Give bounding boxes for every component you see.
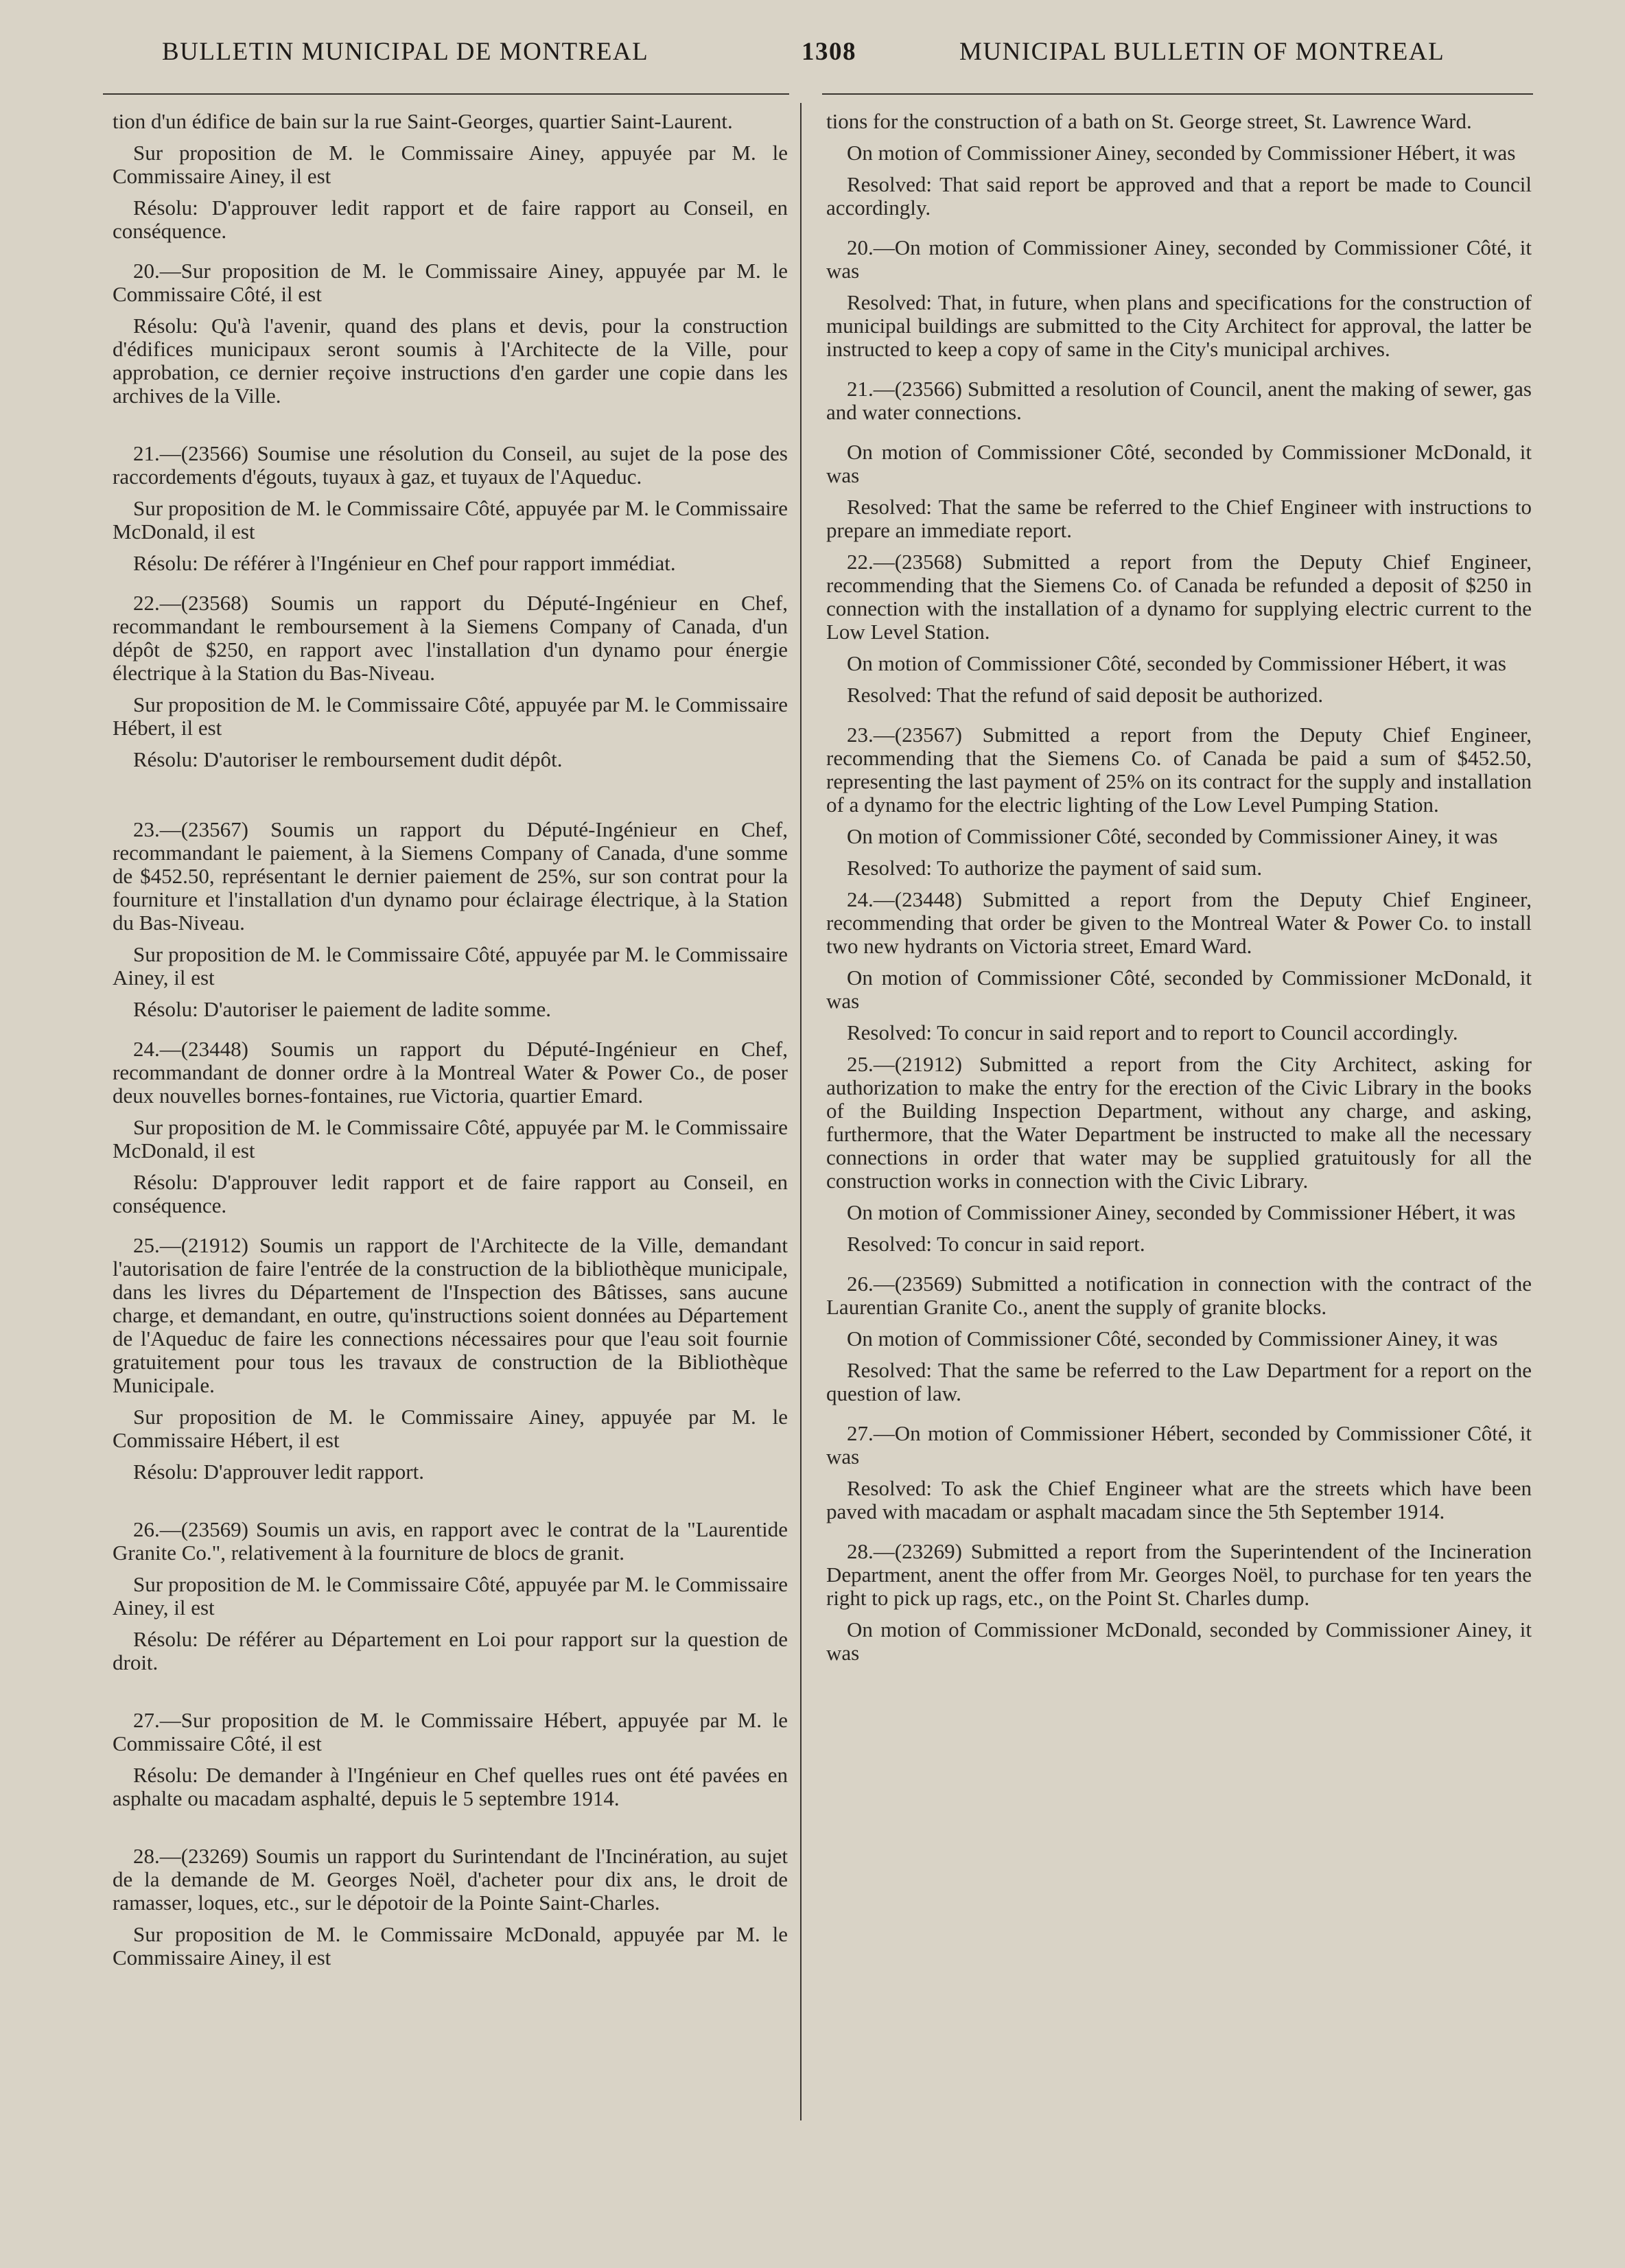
paragraph: On motion of Commissioner Côté, seconded by Commissioner McDonald, it was xyxy=(826,966,1532,1013)
item-21: 21.—(23566) Submitted a resolution of Council, anent the making of sewer, gas and water connections. xyxy=(826,377,1532,424)
paragraph: Résolu: D'approuver ledit rapport. xyxy=(133,1460,424,1484)
paragraph: Resolved: That said report be approved and that a report be made to Council accordingly. xyxy=(826,172,1532,220)
item-22: 22.—(23568) Soumis un rapport du Député-Ingénieur en Chef, recommandant le remboursement à la Siemens Company of Canada, d'un dépôt de $250, en rapport avec l'installation d'un dynamo pour énergie électrique à la Station du Bas-Niveau. xyxy=(113,591,788,685)
paragraph: Resolved: That the refund of said deposit be authorized. xyxy=(847,683,1324,707)
item-26: 26.—(23569) Soumis un avis, en rapport avec le contrat de la "Laurentide Granite Co.", relativement à la fourniture de blocs de granit. xyxy=(113,1517,788,1565)
item-24: 24.—(23448) Soumis un rapport du Député-Ingénieur en Chef, recommandant de donner ordre à la Montreal Water & Power Co., de poser deux nouvelles bornes-fontaines, rue Victoria, quartier Emard. xyxy=(113,1037,788,1108)
paragraph: Sur proposition de M. le Commissaire Ainey, appuyée par M. le Commissaire Hébert, il est xyxy=(113,1405,788,1452)
paragraph: Résolu: D'approuver ledit rapport et de faire rapport au Conseil, en conséquence. xyxy=(113,1170,788,1217)
paragraph: On motion of Commissioner Côté, seconded by Commissioner Ainey, it was xyxy=(847,1326,1498,1351)
english-column xyxy=(826,110,1532,1665)
paragraph: On motion of Commissioner Côté, seconded by Commissioner Hébert, it was xyxy=(847,651,1506,675)
paragraph: Résolu: Qu'à l'avenir, quand des plans et devis, pour la construction d'édifices municipaux seront soumis à l'Architecte de la Ville, pour approbation, ce dernier reçoive instructions d'en garder une copie dans les archives de la Ville. xyxy=(113,314,788,408)
page-header xyxy=(0,27,1625,75)
french-column xyxy=(113,110,788,1969)
paragraph: Sur proposition de M. le Commissaire Ainey, appuyée par M. le Commissaire Ainey, il est xyxy=(113,141,788,188)
paragraph: Résolu: De référer à l'Ingénieur en Chef pour rapport immédiat. xyxy=(133,551,676,575)
paragraph: Resolved: That the same be referred to the Law Department for a report on the question of law. xyxy=(826,1358,1532,1405)
item-20: 20.—On motion of Commissioner Ainey, seconded by Commissioner Côté, it was xyxy=(826,235,1532,283)
item-28: 28.—(23269) Submitted a report from the Superintendent of the Incineration Department, anent the offer from Mr. Georges Noël, to purchase for ten years the right to pick up rags, etc., on the Point St. Charles dump. xyxy=(826,1539,1532,1610)
paragraph: On motion of Commissioner Ainey, seconded by Commissioner Hébert, it was xyxy=(847,141,1516,165)
item-27: 27.—On motion of Commissioner Hébert, seconded by Commissioner Côté, it was xyxy=(826,1421,1532,1469)
column-divider xyxy=(800,103,802,2120)
paragraph: tions for the construction of a bath on St. George street, St. Lawrence Ward. xyxy=(826,109,1472,133)
paragraph: Sur proposition de M. le Commissaire Côté, appuyée par M. le Commissaire McDonald, il est xyxy=(113,1115,788,1162)
item-26: 26.—(23569) Submitted a notification in connection with the contract of the Laurentian Granite Co., anent the supply of granite blocks. xyxy=(826,1272,1532,1319)
item-22: 22.—(23568) Submitted a report from the Deputy Chief Engineer, recommending that the Siemens Co. of Canada be refunded a deposit of $250 in connection with the installation of a dynamo for supplying electric current to the Low Level Station. xyxy=(826,550,1532,644)
paragraph: Sur proposition de M. le Commissaire Côté, appuyée par M. le Commissaire McDonald, il est xyxy=(113,496,788,543)
item-24: 24.—(23448) Submitted a report from the Deputy Chief Engineer, recommending that order be given to the Montreal Water & Power Co. to install two new hydrants on Victoria street, Emard Ward. xyxy=(826,887,1532,958)
item-21: 21.—(23566) Soumise une résolution du Conseil, au sujet de la pose des raccordements d'égouts, tuyaux à gaz, et tuyaux de l'Aqueduc. xyxy=(113,441,788,489)
item-23: 23.—(23567) Soumis un rapport du Député-Ingénieur en Chef, recommandant le paiement, à la Siemens Company of Canada, d'une somme de $452.50, représentant le dernier paiement de 25%, sur son contrat pour la fourniture et l'installation d'un dynamo pour éclairage électrique, à la Station du Bas-Niveau. xyxy=(113,817,788,935)
paragraph: Résolu: De référer au Département en Loi pour rapport sur la question de droit. xyxy=(113,1627,788,1674)
paragraph: On motion of Commissioner McDonald, seconded by Commissioner Ainey, it was xyxy=(826,1617,1532,1665)
paragraph: Resolved: That, in future, when plans and specifications for the construction of municipal buildings are submitted to the City Architect for approval, the latter be instructed to keep a copy of same in the City's municipal archives. xyxy=(826,290,1532,361)
paragraph: Resolved: To authorize the payment of said sum. xyxy=(847,856,1263,880)
paragraph: Sur proposition de M. le Commissaire Côté, appuyée par M. le Commissaire Ainey, il est xyxy=(113,942,788,990)
header-title-english: MUNICIPAL BULLETIN OF MONTREAL xyxy=(959,38,1445,66)
item-25: 25.—(21912) Soumis un rapport de l'Architecte de la Ville, demandant l'autorisation de faire l'entrée de la construction de la bibliothèque municipale, dans les livres du Département de l'Inspection des Bâtisses, sans aucune charge, et demandant, en outre, qu'instructions soient données au Département de l'Aqueduc de faire les connections nécessaires pour que l'eau soit fournie gratuitement pour tous les travaux de construction de la Bibliothèque Municipale. xyxy=(113,1233,788,1397)
header-rule-right xyxy=(822,93,1533,95)
paragraph: Résolu: D'approuver ledit rapport et de faire rapport au Conseil, en conséquence. xyxy=(113,196,788,243)
paragraph: Sur proposition de M. le Commissaire Côté, appuyée par M. le Commissaire Ainey, il est xyxy=(113,1572,788,1620)
header-title-french: BULLETIN MUNICIPAL DE MONTREAL xyxy=(162,38,649,66)
paragraph: Resolved: That the same be referred to the Chief Engineer with instructions to prepare an immediate report. xyxy=(826,495,1532,542)
item-20: 20.—Sur proposition de M. le Commissaire Ainey, appuyée par M. le Commissaire Côté, il est xyxy=(113,259,788,306)
item-25: 25.—(21912) Submitted a report from the City Architect, asking for authorization to make the entry for the erection of the Civic Library in the books of the Building Inspection Department, without any charge, and asking, furthermore, that the Water Department be instructed to make all the necessary connections in order that water may be supplied gratuitously for all the construction works in connection with the Civic Library. xyxy=(826,1052,1532,1193)
item-28: 28.—(23269) Soumis un rapport du Surintendant de l'Incinération, au sujet de la demande de M. Georges Noël, d'acheter pour dix ans, le droit de ramasser, loques, etc., sur le dépotoir de la Pointe Saint-Charles. xyxy=(113,1844,788,1915)
item-27: 27.—Sur proposition de M. le Commissaire Hébert, appuyée par M. le Commissaire Côté, il est xyxy=(113,1708,788,1755)
header-rule-left xyxy=(103,93,789,95)
paragraph: tion d'un édifice de bain sur la rue Saint-Georges, quartier Saint-Laurent. xyxy=(113,109,733,133)
paragraph: Sur proposition de M. le Commissaire Côté, appuyée par M. le Commissaire Hébert, il est xyxy=(113,692,788,740)
paragraph: Sur proposition de M. le Commissaire McDonald, appuyée par M. le Commissaire Ainey, il est xyxy=(113,1922,788,1969)
paragraph: Resolved: To concur in said report and to report to Council accordingly. xyxy=(847,1020,1458,1044)
page-number: 1308 xyxy=(802,38,856,66)
paragraph: Résolu: De demander à l'Ingénieur en Chef quelles rues ont été pavées en asphalte ou macadam asphalté, depuis le 5 septembre 1914. xyxy=(113,1763,788,1810)
paragraph: On motion of Commissioner Ainey, seconded by Commissioner Hébert, it was xyxy=(847,1200,1516,1224)
paragraph: Résolu: D'autoriser le paiement de ladite somme. xyxy=(133,997,552,1021)
paragraph: Resolved: To concur in said report. xyxy=(847,1232,1145,1256)
paragraph: Résolu: D'autoriser le remboursement dudit dépôt. xyxy=(133,747,563,771)
paragraph: On motion of Commissioner Côté, seconded by Commissioner Ainey, it was xyxy=(847,824,1498,848)
paragraph: Resolved: To ask the Chief Engineer what are the streets which have been paved with macadam or asphalt macadam since the 5th September 1914. xyxy=(826,1476,1532,1523)
item-23: 23.—(23567) Submitted a report from the Deputy Chief Engineer, recommending that the Siemens Co. of Canada be paid a sum of $452.50, representing the last payment of 25% on its contract for the supply and installation of a dynamo for the electric lighting of the Low Level Pumping Station. xyxy=(826,723,1532,817)
paragraph: On motion of Commissioner Côté, seconded by Commissioner McDonald, it was xyxy=(826,440,1532,487)
